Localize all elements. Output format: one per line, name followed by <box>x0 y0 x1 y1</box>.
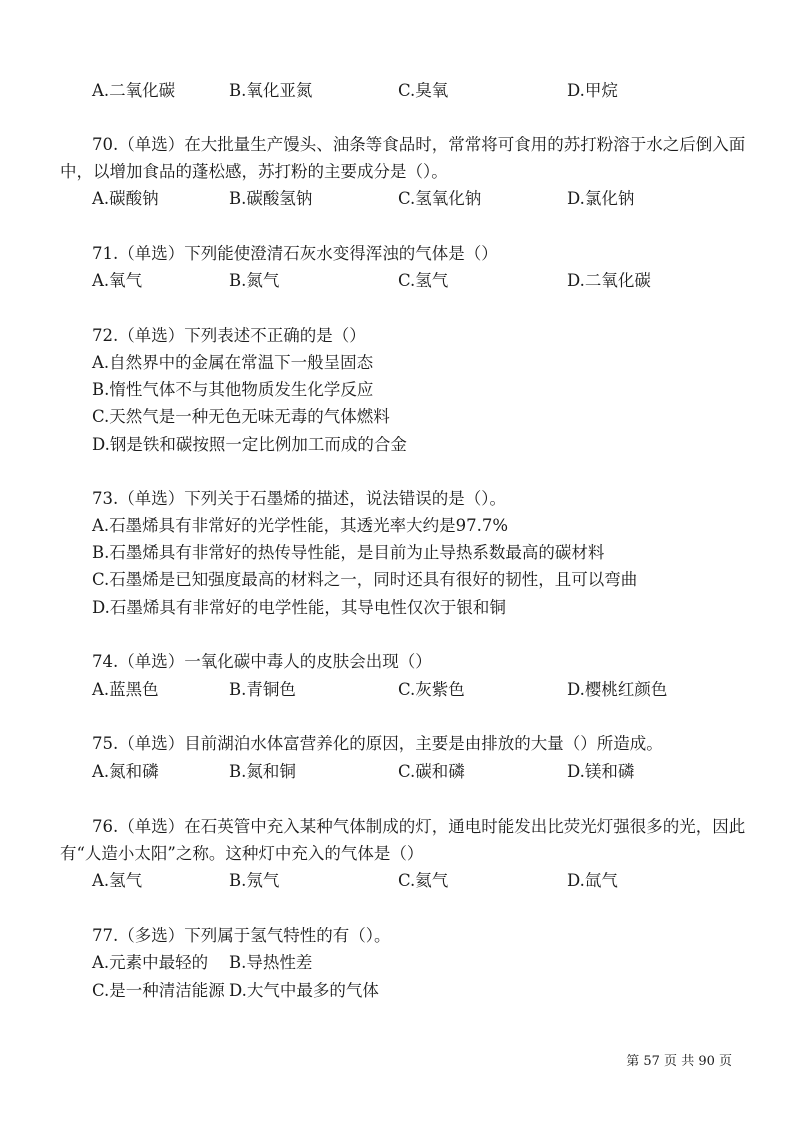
q77-option-b: B.导热性差 <box>229 953 313 972</box>
q75-option-b: B.氮和铜 <box>229 762 296 781</box>
q77-option-c: C.是一种清洁能源 <box>92 981 225 1000</box>
q70-option-d: D.氯化钠 <box>567 189 635 208</box>
q75-stem: 75.（单选）目前湖泊水体富营养化的原因，主要是由排放的大量（）所造成。 <box>92 734 663 753</box>
page-number-footer: 第 57 页 共 90 页 <box>626 1054 732 1069</box>
q71-option-c: C.氢气 <box>398 271 449 290</box>
q69-option-a: A.二氧化碳 <box>92 81 176 100</box>
q76-stem-line2: 有“人造小太阳”之称。这种灯中充入的气体是（） <box>60 844 424 863</box>
q77-option-d: D.大气中最多的气体 <box>229 981 379 1000</box>
q73-stem: 73.（单选）下列关于石墨烯的描述，说法错误的是（）。 <box>92 489 506 508</box>
q71-stem: 71.（单选）下列能使澄清石灰水变得浑浊的气体是（） <box>92 244 498 263</box>
q76-option-a: A.氢气 <box>92 871 143 890</box>
q76-stem-line1: 76.（单选）在石英管中充入某种气体制成的灯，通电时能发出比荧光灯强很多的光，因此 <box>92 817 746 836</box>
q74-option-c: C.灰紫色 <box>398 680 465 699</box>
q73-option-a: A.石墨烯具有非常好的光学性能，其透光率大约是97.7% <box>92 516 509 535</box>
q73-option-b: B.石墨烯具有非常好的热传导性能，是目前为止导热系数最高的碳材料 <box>92 543 605 562</box>
q77-stem: 77.（多选）下列属于氢气特性的有（）。 <box>92 926 391 945</box>
q76-option-d: D.氙气 <box>567 871 618 890</box>
q72-option-b: B.惰性气体不与其他物质发生化学反应 <box>92 380 374 399</box>
q74-stem: 74.（单选）一氧化碳中毒人的皮肤会出现（） <box>92 652 432 671</box>
q76-option-b: B.氖气 <box>229 871 280 890</box>
q71-option-a: A.氧气 <box>92 271 143 290</box>
q71-option-b: B.氮气 <box>229 271 280 290</box>
q70-stem-line2: 中，以增加食品的蓬松感，苏打粉的主要成分是（）。 <box>60 162 448 181</box>
q74-option-d: D.樱桃红颜色 <box>567 680 668 699</box>
q70-option-a: A.碳酸钠 <box>92 189 159 208</box>
q73-option-c: C.石墨烯是已知强度最高的材料之一，同时还具有很好的韧性，且可以弯曲 <box>92 570 638 589</box>
q75-option-d: D.镁和磷 <box>567 762 635 781</box>
q74-option-b: B.青铜色 <box>229 680 296 699</box>
q70-option-c: C.氢氧化钠 <box>398 189 482 208</box>
q72-option-c: C.天然气是一种无色无味无毒的气体燃料 <box>92 407 390 426</box>
q70-stem-line1: 70.（单选）在大批量生产馒头、油条等食品时，常常将可食用的苏打粉溶于水之后倒入面 <box>92 135 746 154</box>
q69-option-b: B.氧化亚氮 <box>229 81 313 100</box>
q69-option-d: D.甲烷 <box>567 81 618 100</box>
q72-option-a: A.自然界中的金属在常温下一般呈固态 <box>92 353 374 372</box>
q73-option-d: D.石墨烯具有非常好的电学性能，其导电性仅次于银和铜 <box>92 598 506 617</box>
q75-option-c: C.碳和磷 <box>398 762 465 781</box>
q72-stem: 72.（单选）下列表述不正确的是（） <box>92 326 366 345</box>
q74-option-a: A.蓝黑色 <box>92 680 159 699</box>
q77-option-a: A.元素中最轻的 <box>92 953 209 972</box>
q69-option-c: C.臭氧 <box>398 81 449 100</box>
q70-option-b: B.碳酸氢钠 <box>229 189 313 208</box>
q76-option-c: C.氦气 <box>398 871 449 890</box>
q71-option-d: D.二氧化碳 <box>567 271 651 290</box>
q75-option-a: A.氮和磷 <box>92 762 159 781</box>
q72-option-d: D.钢是铁和碳按照一定比例加工而成的合金 <box>92 435 407 454</box>
